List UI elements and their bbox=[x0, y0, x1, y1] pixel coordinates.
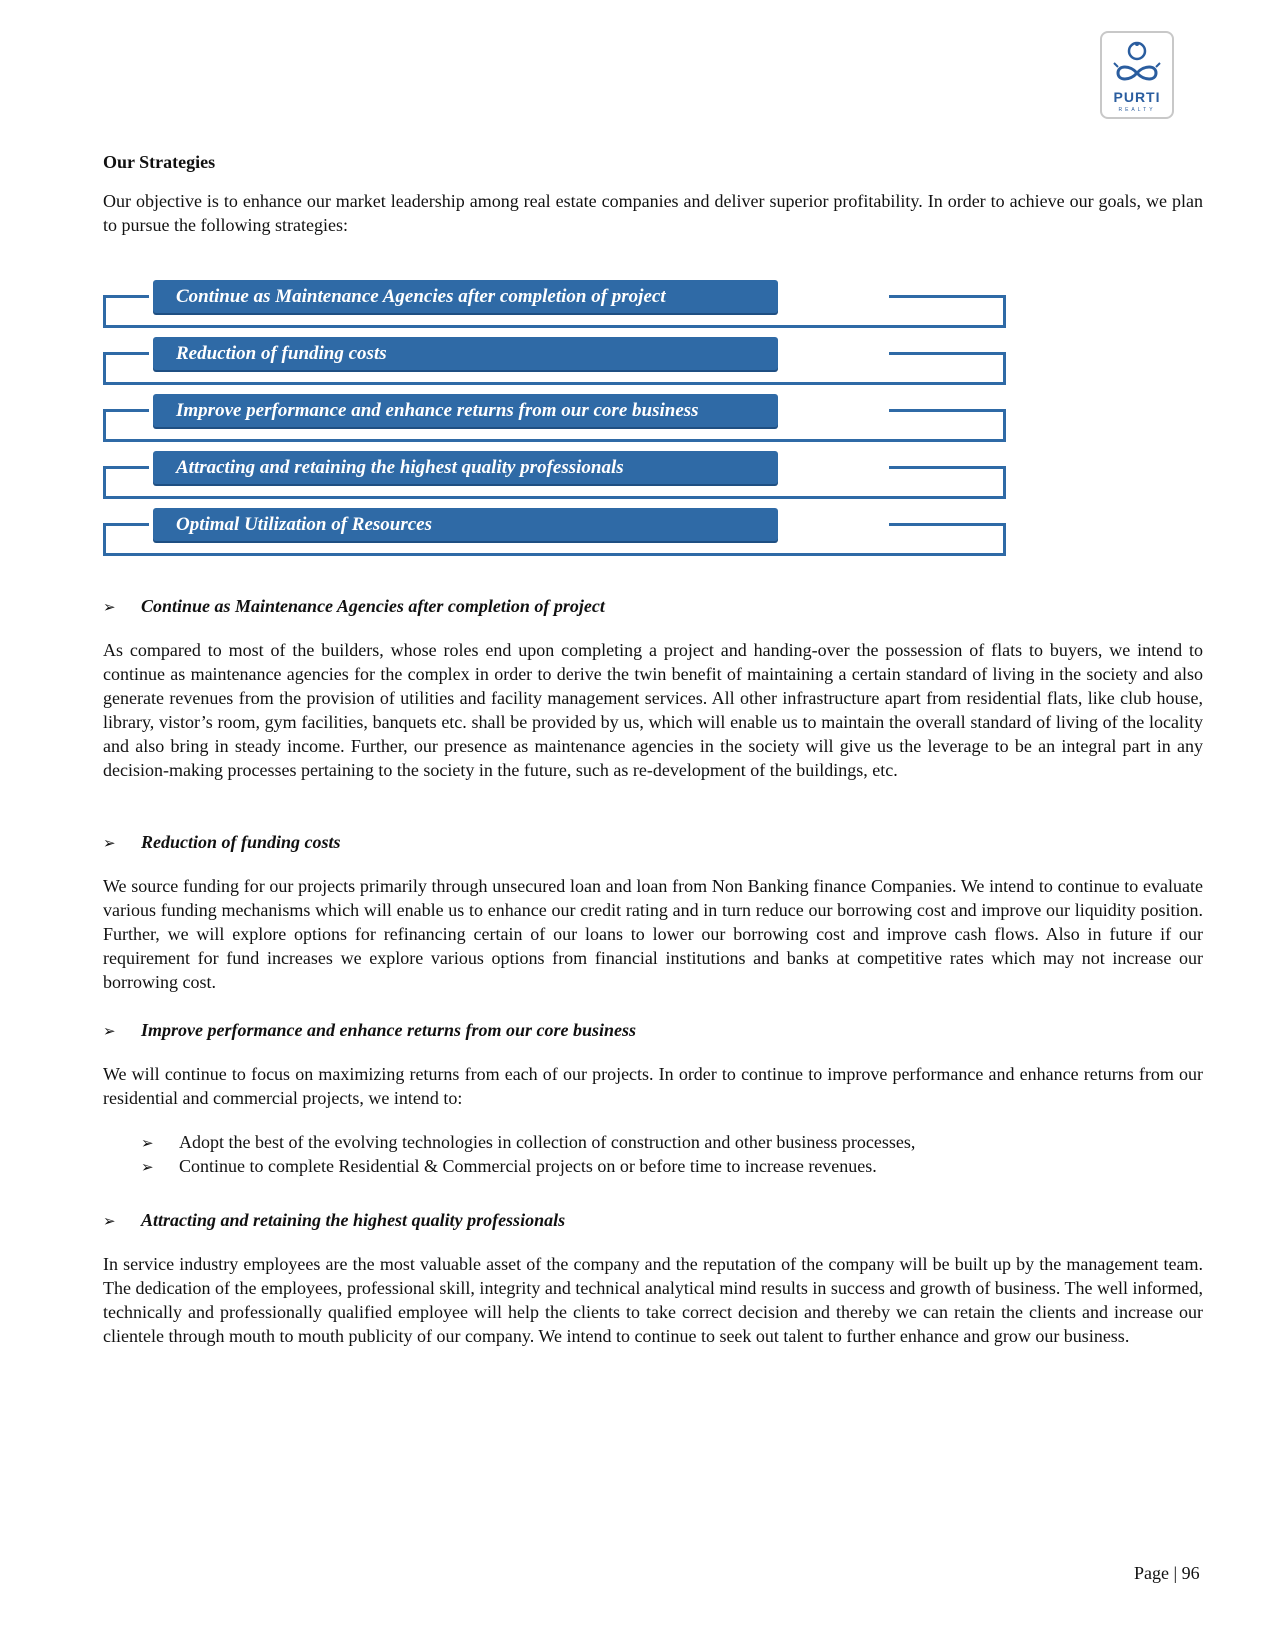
purti-emblem-icon bbox=[1110, 39, 1164, 89]
strategy-item bbox=[103, 449, 1013, 509]
arrow-bullet-icon: ➢ bbox=[103, 834, 116, 852]
subsection-heading bbox=[103, 832, 341, 853]
subsection-title: Reduction of funding costs bbox=[141, 832, 341, 852]
subsection-body: We will continue to focus on maximizing returns from each of our projects. In order to continue to improve performance and enhance returns from our residential and commercial projects, we intend to: bbox=[103, 1064, 1203, 1108]
list-item-text: Continue to complete Residential & Commercial projects on or before time to increase revenues. bbox=[179, 1156, 877, 1176]
arrow-bullet-icon: ➢ bbox=[103, 598, 116, 616]
subsection-title: Continue as Maintenance Agencies after completion of project bbox=[141, 596, 605, 616]
strategy-item bbox=[103, 392, 1013, 452]
subsection-title: Improve performance and enhance returns from our core business bbox=[141, 1020, 637, 1040]
subsection-heading bbox=[103, 1210, 565, 1231]
list-item bbox=[141, 1156, 877, 1177]
strategy-label: Continue as Maintenance Agencies after completion of project bbox=[153, 280, 778, 313]
strategy-label: Attracting and retaining the highest quality professionals bbox=[153, 451, 778, 484]
subsection-heading bbox=[103, 1020, 636, 1041]
intro-paragraph: Our objective is to enhance our market leadership among real estate companies and deliver superior profitability. In order to achieve our goals, we plan to pursue the following strategies: bbox=[103, 191, 1203, 235]
strategies-diagram bbox=[103, 278, 1013, 578]
logo-subtitle: REALTY bbox=[1118, 107, 1156, 113]
arrow-bullet-icon: ➢ bbox=[141, 1158, 154, 1176]
strategy-label: Reduction of funding costs bbox=[153, 337, 778, 370]
company-logo bbox=[1100, 31, 1174, 119]
list-item bbox=[141, 1132, 915, 1153]
section-heading: Our Strategies bbox=[103, 152, 216, 172]
arrow-bullet-icon: ➢ bbox=[103, 1212, 116, 1230]
subsection-title: Attracting and retaining the highest quality professionals bbox=[141, 1210, 566, 1230]
logo-name: PURTI bbox=[1113, 89, 1161, 105]
strategy-item bbox=[103, 335, 1013, 395]
subsection-body: In service industry employees are the most valuable asset of the company and the reputation of the company will be built up by the management team. The dedication of the employees, professional skill, integrity and technical analytical mind results in success and growth of business. The well informed, technically and professionally qualified employee will help the clients to take correct decision and thereby we can retain the clients and increase our clientele through mouth to mouth publicity of our company. We intend to continue to seek out talent to further enhance and grow our business. bbox=[103, 1254, 1203, 1346]
list-item-text: Adopt the best of the evolving technologies in collection of construction and other business processes, bbox=[179, 1132, 916, 1152]
strategy-label: Improve performance and enhance returns from our core business bbox=[153, 394, 778, 427]
arrow-bullet-icon: ➢ bbox=[103, 1022, 116, 1040]
arrow-bullet-icon: ➢ bbox=[141, 1134, 154, 1152]
strategy-item bbox=[103, 506, 1013, 566]
subsection-heading bbox=[103, 596, 605, 617]
subsection-body: As compared to most of the builders, whose roles end upon completing a project and handing-over the possession of flats to buyers, we intend to continue as maintenance agencies for the complex in order to derive the twin benefit of maintaining a certain standard of living in the society and also generate revenues from the provision of utilities and facility management services. All other infrastructure apart from residential flats, like club house, library, vistor’s room, gym facilities, banquets etc. shall be provided by us, which will enable us to maintain the overall standard of living of the locality and also bring in steady income. Further, our presence as maintenance agencies in the society will give us the leverage to be an integral part in any decision-making processes pertaining to the society in the future, such as re-development of the buildings, etc. bbox=[103, 640, 1203, 780]
strategy-label: Optimal Utilization of Resources bbox=[153, 508, 778, 541]
strategy-item bbox=[103, 278, 1013, 338]
subsection-body: We source funding for our projects primarily through unsecured loan and loan from Non Banking finance Companies. We intend to continue to evaluate various funding mechanisms which will enable us to enhance our credit rating and in turn reduce our borrowing cost and improve our liquidity position. Further, we will explore options for refinancing certain of our loans to lower our borrowing cost and improve cash flows. Also in future if our requirement for fund increases we explore various options from financial institutions and banks at competitive rates which may not increase our borrowing cost. bbox=[103, 876, 1203, 992]
page-number: Page | 96 bbox=[1134, 1563, 1200, 1583]
